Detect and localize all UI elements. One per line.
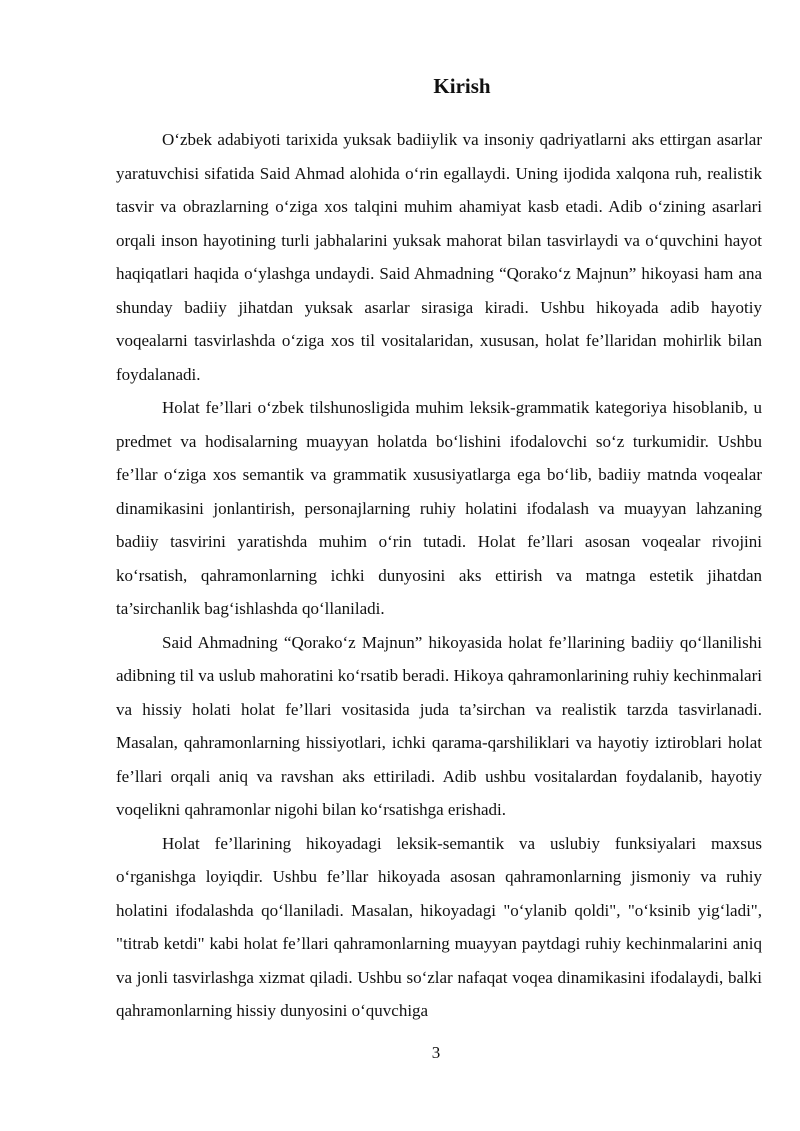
section-title: Kirish	[433, 74, 491, 98]
paragraph-3: Said Ahmadning “Qorako‘z Majnun” hikoyasida holat fe’llarining badiiy qo‘llanilishi adibning til va uslub mahoratini ko‘rsatib beradi. Hikoya qahramonlarining ruhiy kechinmalari va hissiy holati holat fe’llari vositasida juda ta’sirchan va realistik tarzda tasvirlanadi. Masalan, qahramonlarning hissiyotlari, ichki qarama-qarshiliklari va hayotiy iztiroblari holat fe’llari orqali aniq va ravshan aks ettiriladi. Adib ushbu vositalardan foydalanib, hayotiy voqelikni qahramonlar nigohi bilan ko‘rsatishga erishadi.	[116, 632, 762, 819]
paragraph-2: Holat fe’llari o‘zbek tilshunosligida muhim leksik-grammatik kategoriya hisoblanib, u predmet va hodisalarning muayyan holatda bo‘lishini ifodalovchi so‘z turkumidir. Ushbu fe’llar o‘ziga xos semantik va grammatik xususiyatlarga ega bo‘lib, badiiy matnda voqealar dinamikasini jonlantirish, personajlarning ruhiy holatini ifodalash va muayyan lahzaning badiiy tasvirini yaratishda muhim o‘rin tutadi. Holat fe’llari asosan voqealar rivojini ko‘rsatish, qahramonlarning ichki dunyosini aks ettirish va matnga estetik jihatdan ta’sirchanlik bag‘ishlashda qo‘llaniladi.	[116, 398, 762, 618]
page-number: 3	[431, 1043, 441, 1062]
paragraph-1: O‘zbek adabiyoti tarixida yuksak badiiylik va insoniy qadriyatlarni aks ettirgan asarlar yaratuvchisi sifatida Said Ahmad alohida o‘rin egallaydi. Uning ijodida xalqona ruh, realistik tasvir va obrazlarning o‘ziga xos talqini muhim ahamiyat kasb etadi. Adib o‘zining asarlari orqali inson hayotining turli jabhalarini yuksak mahorat bilan tasvirlaydi va o‘quvchini hayot haqiqatlari haqida o‘ylashga undaydi. Said Ahmadning “Qorako‘z Majnun” hikoyasi ham ana shunday badiiy jihatdan yuksak asarlar sirasiga kiradi. Ushbu hikoyada adib hayotiy voqealarni tasvirlashda o‘ziga xos til vositalaridan, xususan, holat fe’llaridan mohirlik bilan foydalanadi.	[116, 130, 762, 384]
body-text	[116, 123, 762, 1028]
paragraph-4: Holat fe’llarining hikoyadagi leksik-semantik va uslubiy funksiyalari maxsus o‘rganishga loyiqdir. Ushbu fe’llar hikoyada asosan qahramonlarning jismoniy va ruhiy holatini ifodalashda qo‘llaniladi. Masalan, hikoyadagi "o‘ylanib qoldi", "o‘ksinib yig‘ladi", "titrab ketdi" kabi holat fe’llari qahramonlarning muayyan paytdagi ruhiy kechinmalarini aniq va jonli tasvirlashga xizmat qiladi. Ushbu so‘zlar nafaqat voqea dinamikasini ifodalaydi, balki qahramonlarning hissiy dunyosini o‘quvchiga	[116, 833, 762, 1020]
